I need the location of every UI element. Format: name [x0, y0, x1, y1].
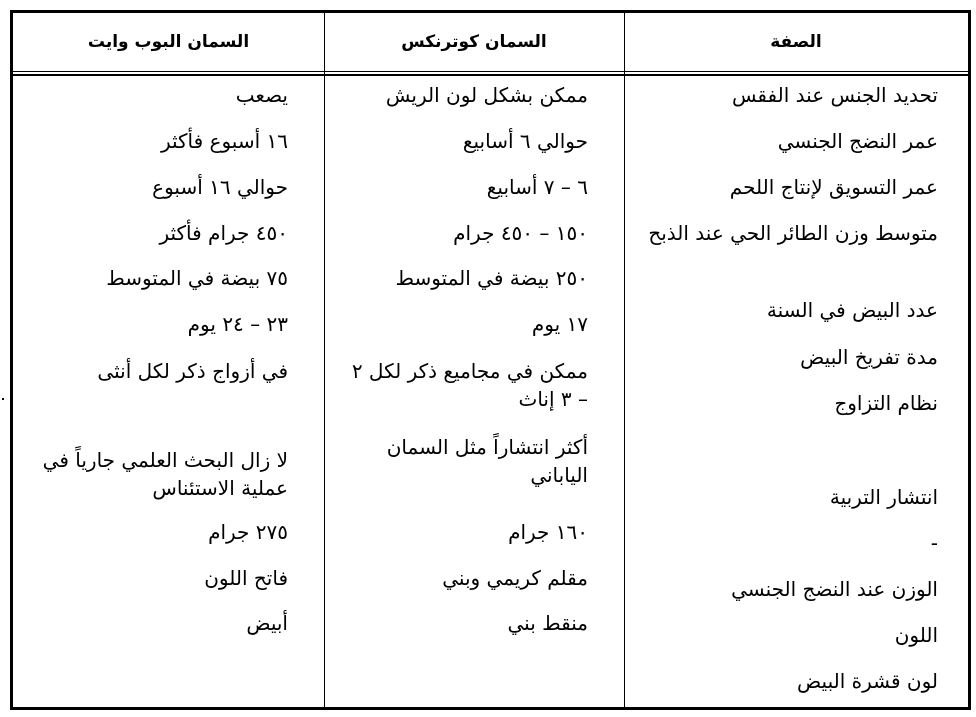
- coturnix-cell: ممكن في مجاميع ذكر لكل ٢ – ٣ إناث: [351, 359, 588, 411]
- table-header: [13, 13, 968, 71]
- bobwhite-cell: ٢٧٥ جرام: [208, 520, 288, 544]
- feature-cell: عمر التسويق لإنتاج اللحم: [729, 175, 938, 199]
- column-divider: [324, 13, 325, 707]
- bobwhite-cell: لا زال البحث العلمي جارياً في عملية الاستئناس: [42, 448, 288, 500]
- feature-column: [633, 81, 938, 711]
- header-bobwhite: السمان البوب وايت: [87, 32, 250, 52]
- bobwhite-column: [42, 81, 288, 681]
- bobwhite-cell: يصعب: [235, 83, 288, 107]
- coturnix-cell: ٢٥٠ بيضة في المتوسط: [395, 266, 588, 290]
- coturnix-cell: ١٧ يوم: [531, 312, 588, 336]
- feature-cell: مدة تفريخ البيض: [800, 345, 938, 369]
- feature-cell: -: [930, 531, 938, 555]
- feature-cell: اللون: [894, 623, 938, 647]
- coturnix-cell: ٦ – ٧ أسابيع: [486, 175, 588, 199]
- bobwhite-cell: ٧٥ بيضة في المتوسط: [106, 266, 288, 290]
- feature-cell: نظام التزاوج: [834, 391, 938, 415]
- feature-cell: متوسط وزن الطائر الحي عند الذبح: [648, 221, 938, 245]
- header-divider: [13, 71, 968, 76]
- feature-cell: تحديد الجنس عند الفقس: [731, 83, 938, 107]
- bobwhite-cell: حوالي ١٦ أسبوع: [152, 175, 288, 199]
- coturnix-cell: مقلم كريمي وبني: [442, 566, 588, 590]
- coturnix-cell: ١٦٠ جرام: [508, 520, 588, 544]
- feature-cell: عدد البيض في السنة: [766, 298, 938, 322]
- feature-cell: لون قشرة البيض: [797, 669, 938, 693]
- bobwhite-cell: فاتح اللون: [204, 566, 288, 590]
- coturnix-cell: ممكن بشكل لون الريش: [385, 83, 588, 107]
- coturnix-cell: منقط بني: [507, 611, 588, 635]
- feature-cell: عمر النضج الجنسي: [777, 129, 938, 153]
- bobwhite-cell: في أزواج ذكر لكل أنثى: [97, 359, 288, 383]
- feature-cell: انتشار التربية: [829, 485, 938, 509]
- bobwhite-cell: أبيض: [246, 611, 288, 635]
- coturnix-column: [343, 81, 588, 681]
- feature-cell: الوزن عند النضج الجنسي: [731, 577, 938, 601]
- bobwhite-cell: ٤٥٠ جرام فأكثر: [159, 221, 288, 245]
- coturnix-cell: ١٥٠ – ٤٥٠ جرام: [453, 221, 588, 245]
- coturnix-cell: أكثر انتشاراً مثل السمان الياباني: [386, 435, 588, 487]
- header-feature: الصفة: [770, 32, 822, 52]
- stray-dot: [2, 398, 4, 400]
- bobwhite-cell: ٢٣ – ٢٤ يوم: [187, 312, 288, 336]
- comparison-table: [10, 10, 971, 710]
- coturnix-cell: حوالي ٦ أسابيع: [462, 129, 588, 153]
- column-divider: [624, 13, 625, 707]
- header-coturnix: السمان كوترنكس: [401, 32, 547, 52]
- bobwhite-cell: ١٦ أسبوع فأكثر: [160, 129, 288, 153]
